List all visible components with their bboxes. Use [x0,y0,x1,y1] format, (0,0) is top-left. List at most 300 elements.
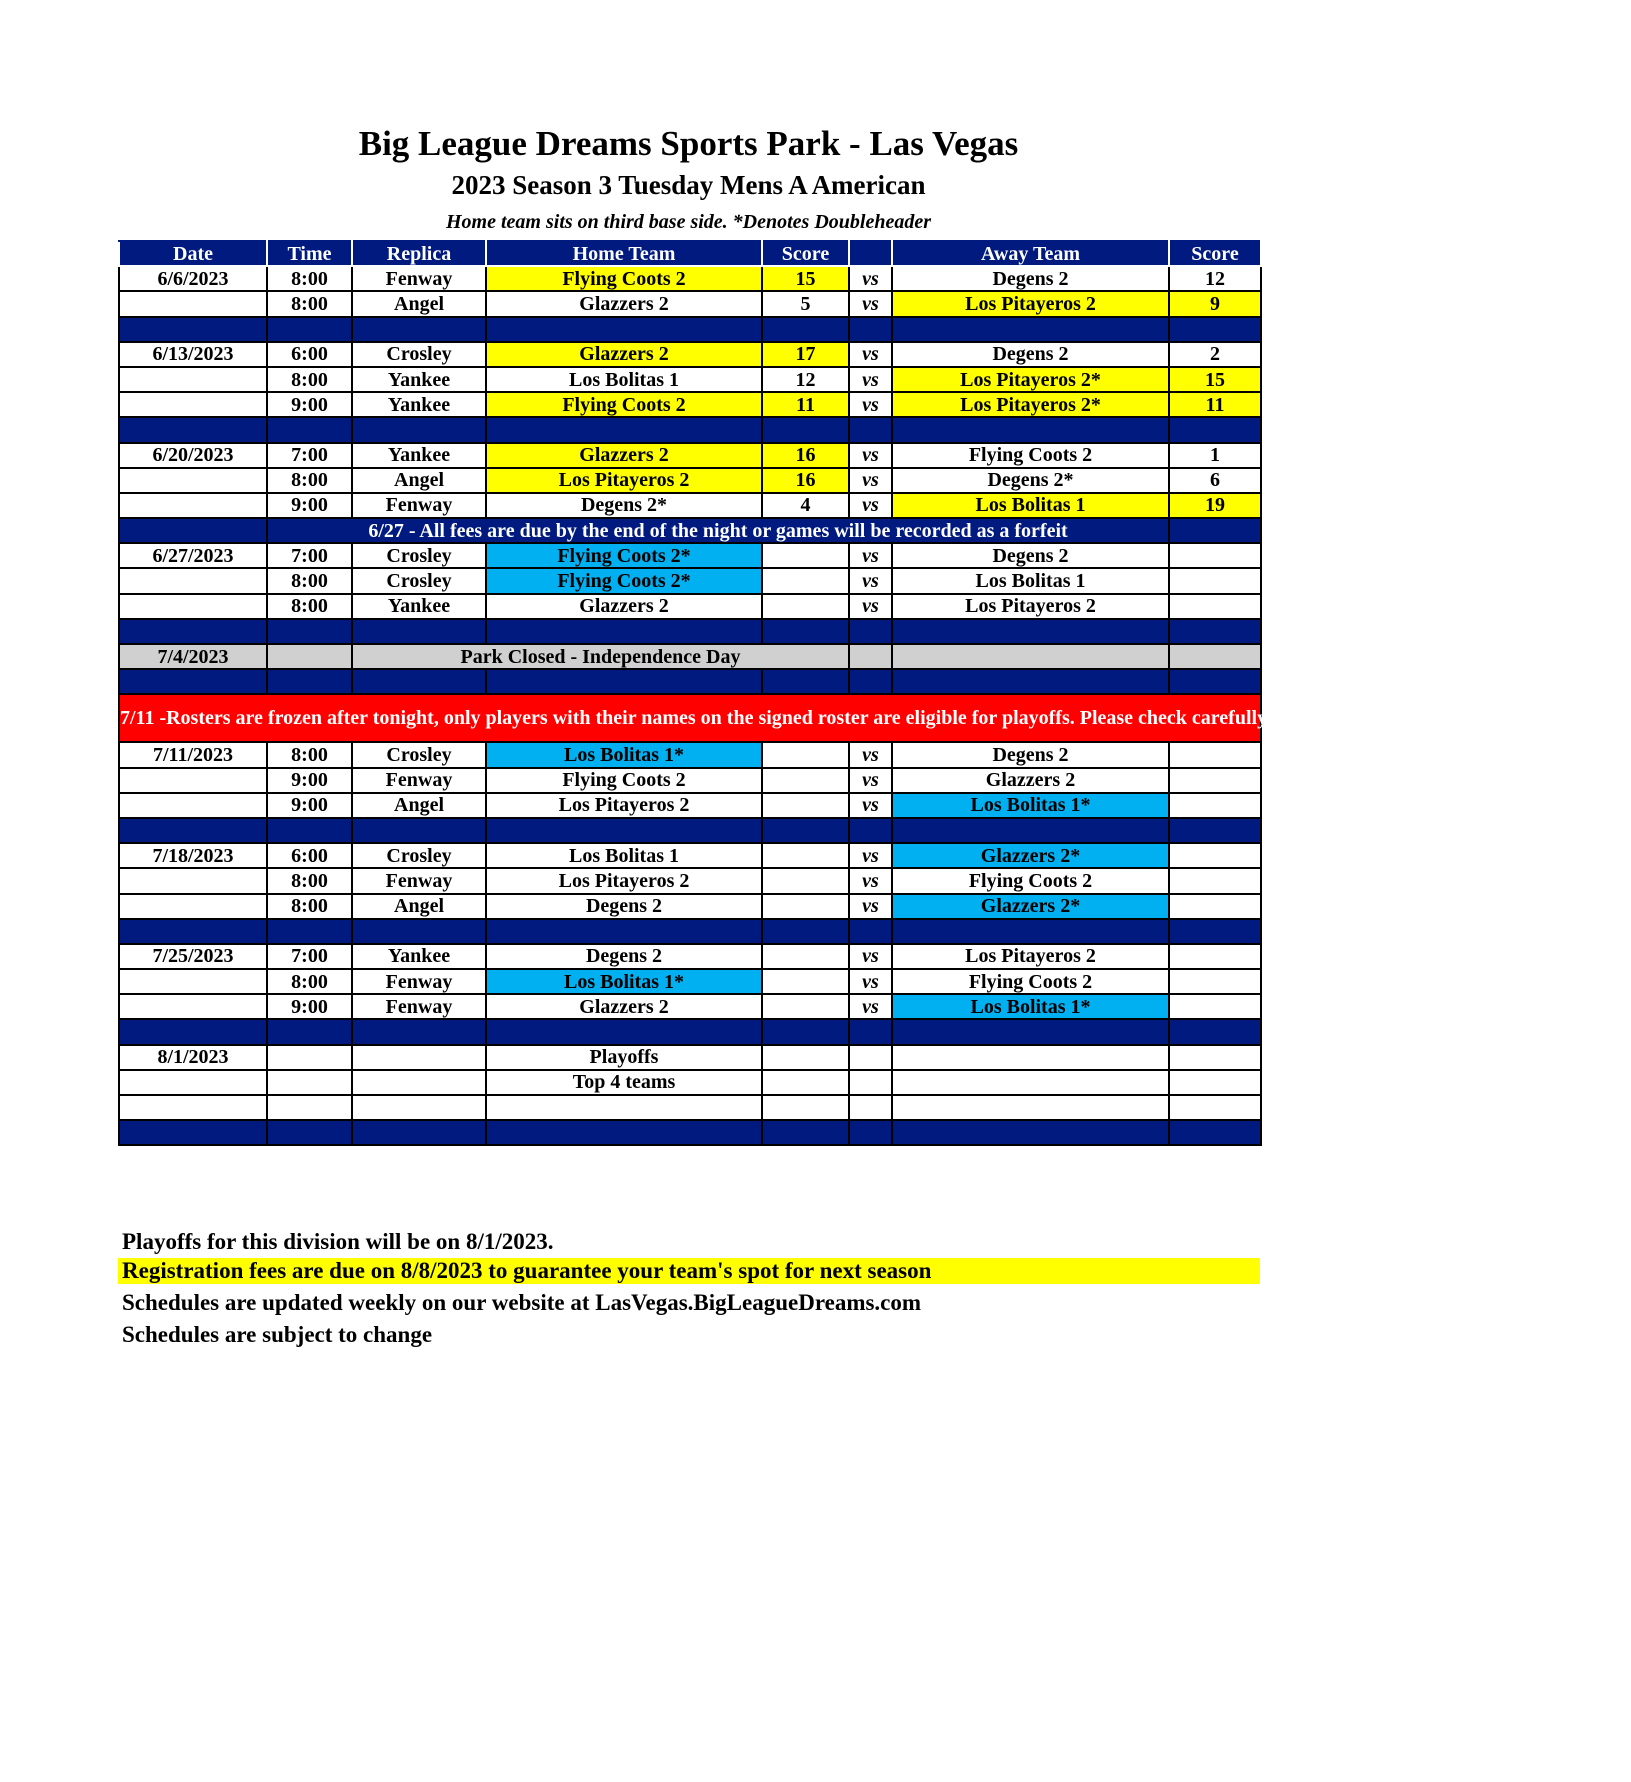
separator-cell [119,1120,267,1145]
date-cell: 7/25/2023 [119,944,267,969]
home-score-cell [762,969,849,994]
column-header: Date [119,241,267,266]
table-row [119,1070,1261,1095]
separator-cell [849,818,892,843]
replica-cell [352,1045,486,1070]
vs-cell: vs [849,594,892,619]
away-team-cell: Glazzers 2* [892,894,1169,919]
home-team-cell: Los Pitayeros 2 [486,468,762,493]
vs-cell: vs [849,793,892,818]
home-score-cell: 4 [762,493,849,518]
separator-cell [352,919,486,944]
time-cell: 9:00 [267,392,352,417]
home-score-cell [762,843,849,868]
home-team-cell: Los Bolitas 1 [486,367,762,392]
separator-cell [486,1019,762,1044]
home-score-cell: 11 [762,392,849,417]
date-cell [119,367,267,392]
footer-playoffs-note: Playoffs for this division will be on 8/1/2023. [122,1229,554,1254]
separator-cell [892,669,1169,694]
away-team-cell: Los Bolitas 1* [892,793,1169,818]
separator-cell [892,317,1169,342]
away-team-cell: Los Pitayeros 2 [892,944,1169,969]
home-team-cell: Degens 2* [486,493,762,518]
away-team-cell: Degens 2 [892,342,1169,367]
notice-row [119,518,1261,543]
separator-cell [762,317,849,342]
home-score-cell [762,742,849,767]
replica-cell: Angel [352,894,486,919]
game-row [119,894,1261,919]
vs-cell: vs [849,468,892,493]
away-team-cell: Los Bolitas 1 [892,493,1169,518]
replica-cell: Angel [352,291,486,316]
away-team-cell: Degens 2 [892,543,1169,568]
date-cell [119,793,267,818]
home-score-cell [762,944,849,969]
replica-cell [352,1070,486,1095]
separator-cell [1169,518,1261,543]
away-team-cell: Glazzers 2* [892,843,1169,868]
separator-cell [1169,417,1261,442]
empty-cell [1169,1045,1261,1070]
away-team-cell: Glazzers 2 [892,768,1169,793]
separator-cell [762,669,849,694]
replica-cell: Yankee [352,594,486,619]
separator-cell [352,1019,486,1044]
vs-cell: vs [849,493,892,518]
separator-row [119,619,1261,644]
vs-cell: vs [849,543,892,568]
table-header-row [119,241,1261,266]
game-row [119,342,1261,367]
replica-cell: Crosley [352,742,486,767]
away-score-cell [1169,644,1261,669]
away-score-cell: 12 [1169,266,1261,291]
game-row [119,291,1261,316]
separator-cell [762,1120,849,1145]
replica-cell: Fenway [352,266,486,291]
time-cell: 8:00 [267,468,352,493]
game-row [119,843,1261,868]
game-row [119,944,1261,969]
separator-cell [119,619,267,644]
column-header: Time [267,241,352,266]
separator-row [119,417,1261,442]
away-team-cell: Los Pitayeros 2 [892,291,1169,316]
home-team-cell: Glazzers 2 [486,291,762,316]
vs-cell: vs [849,944,892,969]
game-row [119,742,1261,767]
separator-cell [849,1120,892,1145]
separator-cell [892,818,1169,843]
time-cell: 7:00 [267,543,352,568]
away-team-cell: Los Pitayeros 2* [892,392,1169,417]
time-cell: 9:00 [267,768,352,793]
separator-cell [119,317,267,342]
away-team-cell: Degens 2 [892,742,1169,767]
closed-text: Park Closed - Independence Day [352,644,849,669]
separator-cell [892,619,1169,644]
separator-row [119,1019,1261,1044]
separator-cell [352,818,486,843]
home-score-cell: 16 [762,468,849,493]
empty-cell [762,1070,849,1095]
vs-cell: vs [849,342,892,367]
away-score-cell [1169,568,1261,593]
away-score-cell [1169,742,1261,767]
game-row [119,468,1261,493]
vs-cell: vs [849,868,892,893]
separator-cell [267,818,352,843]
vs-cell: vs [849,768,892,793]
away-team-cell: Flying Coots 2 [892,868,1169,893]
empty-cell [762,1095,849,1120]
separator-cell [486,317,762,342]
footer-change-note: Schedules are subject to change [122,1322,433,1347]
separator-row [119,818,1261,843]
home-team-cell: Top 4 teams [486,1070,762,1095]
page-subtitle: 2023 Season 3 Tuesday Mens A American [451,170,926,200]
separator-cell [119,919,267,944]
table-row [119,1045,1261,1070]
home-score-cell: 12 [762,367,849,392]
date-cell: 6/13/2023 [119,342,267,367]
separator-cell [267,669,352,694]
separator-row [119,669,1261,694]
separator-cell [119,518,267,543]
vs-cell: vs [849,742,892,767]
time-cell [267,644,352,669]
vs-cell: vs [849,994,892,1019]
separator-cell [892,919,1169,944]
time-cell: 8:00 [267,969,352,994]
away-score-cell [1169,768,1261,793]
game-row [119,594,1261,619]
separator-row [119,1120,1261,1145]
home-team-cell: Flying Coots 2 [486,768,762,793]
replica-cell [352,1095,486,1120]
empty-cell [849,1070,892,1095]
game-row [119,266,1261,291]
away-team-cell: Los Bolitas 1 [892,568,1169,593]
away-team-cell: Los Pitayeros 2* [892,367,1169,392]
time-cell: 8:00 [267,594,352,619]
replica-cell: Yankee [352,392,486,417]
date-cell: 6/27/2023 [119,543,267,568]
separator-cell [1169,1120,1261,1145]
game-row [119,543,1261,568]
separator-cell [267,619,352,644]
date-cell [119,291,267,316]
column-header: Home Team [486,241,762,266]
separator-cell [486,1120,762,1145]
separator-cell [486,818,762,843]
date-cell [119,594,267,619]
separator-cell [762,818,849,843]
replica-cell: Crosley [352,843,486,868]
replica-cell: Yankee [352,443,486,468]
home-score-cell: 15 [762,266,849,291]
separator-row [119,919,1261,944]
empty-cell [1169,1070,1261,1095]
home-team-cell: Glazzers 2 [486,443,762,468]
separator-cell [892,1120,1169,1145]
replica-cell: Yankee [352,367,486,392]
date-cell [119,493,267,518]
time-cell: 8:00 [267,868,352,893]
home-team-cell [486,1095,762,1120]
empty-cell [892,1045,1169,1070]
away-score-cell [1169,594,1261,619]
home-team-cell: Glazzers 2 [486,994,762,1019]
home-score-cell: 16 [762,443,849,468]
replica-cell: Angel [352,793,486,818]
replica-cell: Crosley [352,568,486,593]
table-row [119,1095,1261,1120]
away-score-cell: 15 [1169,367,1261,392]
page-note: Home team sits on third base side. *Denotes Doubleheader [446,211,931,233]
date-cell [119,568,267,593]
replica-cell: Fenway [352,868,486,893]
separator-row [119,317,1261,342]
time-cell [267,1095,352,1120]
time-cell: 8:00 [267,367,352,392]
away-score-cell: 2 [1169,342,1261,367]
time-cell: 9:00 [267,994,352,1019]
separator-cell [119,417,267,442]
time-cell: 9:00 [267,493,352,518]
home-team-cell: Degens 2 [486,944,762,969]
away-score-cell: 19 [1169,493,1261,518]
time-cell: 6:00 [267,342,352,367]
home-score-cell [762,868,849,893]
separator-cell [267,417,352,442]
separator-cell [1169,317,1261,342]
separator-cell [762,619,849,644]
date-cell [119,894,267,919]
away-score-cell [1169,843,1261,868]
column-header: Score [1169,241,1261,266]
home-team-cell: Los Bolitas 1 [486,843,762,868]
away-score-cell [1169,944,1261,969]
fees-notice: 6/27 - All fees are due by the end of the night or games will be recorded as a forfeit [267,518,1169,543]
separator-cell [892,1019,1169,1044]
replica-cell: Fenway [352,969,486,994]
vs-cell: vs [849,367,892,392]
separator-cell [1169,619,1261,644]
date-cell [119,868,267,893]
separator-cell [267,317,352,342]
vs-cell [849,644,892,669]
replica-cell: Fenway [352,768,486,793]
game-row [119,568,1261,593]
separator-cell [119,818,267,843]
away-score-cell: 6 [1169,468,1261,493]
away-score-cell: 9 [1169,291,1261,316]
page-title: Big League Dreams Sports Park - Las Vegas [358,124,1019,163]
time-cell: 8:00 [267,291,352,316]
separator-cell [849,317,892,342]
separator-cell [762,919,849,944]
vs-cell: vs [849,392,892,417]
time-cell: 7:00 [267,944,352,969]
home-team-cell: Flying Coots 2 [486,266,762,291]
column-header: Score [762,241,849,266]
home-team-cell: Flying Coots 2* [486,568,762,593]
vs-cell: vs [849,568,892,593]
home-score-cell: 5 [762,291,849,316]
separator-cell [849,1019,892,1044]
vs-cell: vs [849,266,892,291]
schedule-table [118,240,1631,1146]
separator-cell [762,417,849,442]
home-score-cell [762,768,849,793]
separator-cell [1169,818,1261,843]
time-cell: 8:00 [267,742,352,767]
game-row [119,868,1261,893]
time-cell: 8:00 [267,266,352,291]
away-score-cell [1169,894,1261,919]
replica-cell: Yankee [352,944,486,969]
time-cell: 7:00 [267,443,352,468]
date-cell [119,994,267,1019]
empty-cell [892,1095,1169,1120]
column-header: Replica [352,241,486,266]
empty-cell [849,1045,892,1070]
home-team-cell: Los Bolitas 1* [486,742,762,767]
separator-cell [486,619,762,644]
date-cell: 6/6/2023 [119,266,267,291]
column-header [849,241,892,266]
replica-cell: Crosley [352,543,486,568]
home-team-cell: Flying Coots 2* [486,543,762,568]
home-team-cell: Los Pitayeros 2 [486,793,762,818]
home-team-cell: Glazzers 2 [486,342,762,367]
home-score-cell [762,543,849,568]
footer-website-note: Schedules are updated weekly on our website at LasVegas.BigLeagueDreams.com [122,1290,922,1315]
replica-cell: Crosley [352,342,486,367]
separator-cell [486,669,762,694]
away-score-cell [1169,793,1261,818]
separator-cell [849,919,892,944]
game-row [119,443,1261,468]
away-team-cell [892,644,1169,669]
game-row [119,493,1261,518]
separator-cell [486,417,762,442]
away-team-cell: Los Bolitas 1* [892,994,1169,1019]
home-team-cell: Playoffs [486,1045,762,1070]
date-cell [119,1070,267,1095]
home-score-cell [762,594,849,619]
separator-cell [1169,1019,1261,1044]
vs-cell: vs [849,291,892,316]
separator-cell [849,669,892,694]
away-score-cell [1169,994,1261,1019]
separator-cell [267,919,352,944]
away-team-cell: Flying Coots 2 [892,969,1169,994]
date-cell: 7/11/2023 [119,742,267,767]
replica-cell: Fenway [352,994,486,1019]
date-cell: 7/18/2023 [119,843,267,868]
game-row [119,969,1261,994]
time-cell [267,1070,352,1095]
separator-cell [352,417,486,442]
vs-cell: vs [849,894,892,919]
separator-cell [849,619,892,644]
game-row [119,392,1261,417]
game-row [119,768,1261,793]
game-row [119,994,1261,1019]
away-score-cell [1169,969,1261,994]
away-team-cell: Los Pitayeros 2 [892,594,1169,619]
date-cell [119,468,267,493]
separator-cell [267,1120,352,1145]
separator-cell [1169,669,1261,694]
time-cell [267,1045,352,1070]
separator-cell [1169,919,1261,944]
date-cell [119,392,267,417]
vs-cell: vs [849,843,892,868]
column-header: Away Team [892,241,1169,266]
empty-cell [1169,1095,1261,1120]
separator-cell [352,317,486,342]
home-team-cell: Degens 2 [486,894,762,919]
empty-cell [849,1095,892,1120]
separator-cell [352,669,486,694]
date-cell: 8/1/2023 [119,1045,267,1070]
separator-cell [892,417,1169,442]
date-cell [119,1095,267,1120]
time-cell: 8:00 [267,568,352,593]
home-team-cell: Los Pitayeros 2 [486,868,762,893]
empty-cell [762,1045,849,1070]
home-score-cell [762,994,849,1019]
empty-cell [892,1070,1169,1095]
away-score-cell: 11 [1169,392,1261,417]
date-cell: 7/4/2023 [119,644,267,669]
separator-cell [352,1120,486,1145]
replica-cell: Fenway [352,493,486,518]
time-cell: 6:00 [267,843,352,868]
game-row [119,793,1261,818]
date-cell: 6/20/2023 [119,443,267,468]
footer-registration-note: Registration fees are due on 8/8/2023 to guarantee your team's spot for next season [118,1258,1260,1284]
roster-alert: 7/11 -Rosters are frozen after tonight, only players with their names on the signed roster are eligible for playoffs. Please check carefully as changes will not be made for omissions. [119,694,1261,742]
game-row [119,367,1261,392]
time-cell: 8:00 [267,894,352,919]
time-cell: 9:00 [267,793,352,818]
away-score-cell: 1 [1169,443,1261,468]
vs-cell: vs [849,443,892,468]
home-team-cell: Flying Coots 2 [486,392,762,417]
home-team-cell: Glazzers 2 [486,594,762,619]
away-score-cell [1169,868,1261,893]
separator-cell [352,619,486,644]
separator-cell [762,1019,849,1044]
date-cell [119,768,267,793]
closed-row [119,644,1261,669]
home-score-cell [762,793,849,818]
vs-cell: vs [849,969,892,994]
home-score-cell [762,568,849,593]
away-score-cell [1169,543,1261,568]
away-team-cell: Flying Coots 2 [892,443,1169,468]
date-cell [119,969,267,994]
separator-cell [849,417,892,442]
alert-row [119,694,1261,742]
home-team-cell: Los Bolitas 1* [486,969,762,994]
